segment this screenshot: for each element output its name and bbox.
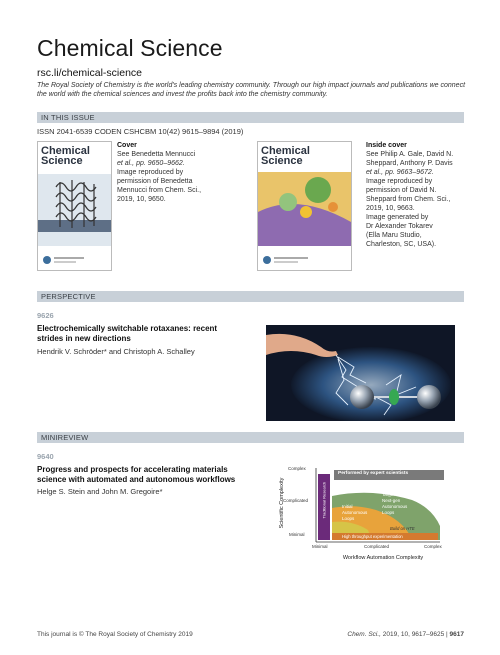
initial-loops-label: [342, 504, 367, 522]
footer-journal: Chem. Sci.,: [347, 631, 381, 638]
title-line: science with automated and autonomous workflows: [37, 475, 236, 484]
footer-page: 9617: [449, 631, 464, 638]
perspective-page-number: 9626: [37, 311, 54, 320]
y-tick-complex: Complex: [288, 466, 306, 471]
build-on-hte-label: Build on HTE: [390, 526, 415, 531]
inside-cover-description: [366, 141, 481, 249]
inside-cover-line: 2019, 10, 9663.: [366, 205, 415, 212]
inside-cover-line: permission of David N.: [366, 187, 437, 194]
x-axis-label: Workflow Automation Complexity: [342, 555, 424, 561]
footer-volume: 2019, 10, 9617–9625 |: [380, 631, 450, 638]
inside-cover-line: Charleston, SC, USA).: [366, 241, 437, 248]
cover-label: Cover: [117, 142, 137, 149]
title-line: strides in new directions: [37, 334, 131, 343]
cover-art: [38, 142, 111, 270]
label-line: Loops: [382, 510, 395, 515]
inside-cover-label: Inside cover: [366, 142, 407, 149]
section-bar-minireview: [37, 432, 464, 443]
inside-cover-line: Sheppard from Chem. Sci.,: [366, 196, 451, 203]
cover-image[interactable]: [37, 141, 112, 271]
section-heading: MINIREVIEW: [41, 433, 89, 442]
perspective-graphic: [266, 325, 455, 421]
diagram-y-axis: [270, 470, 285, 540]
section-bar-in-this-issue: [37, 112, 464, 123]
inside-cover-line: et al., pp. 9663–9672.: [366, 169, 434, 176]
traditional-research-label: [322, 503, 327, 519]
label-line: Loops: [342, 516, 355, 521]
title-line: Electrochemically switchable rotaxanes: recent: [37, 324, 218, 333]
inside-cover-line: Image reproduced by: [366, 178, 433, 185]
cover-line: Mennucci from Chem. Sci.,: [117, 187, 202, 194]
cover-line: See Benedetta Mennucci: [117, 151, 196, 158]
x-tick-minimal: Minimal: [312, 544, 328, 549]
y-tick-complicated: Complicated: [283, 498, 309, 503]
next-gen-label: [382, 492, 407, 516]
x-tick-complex: Complex: [424, 544, 442, 549]
title-line: Progress and prospects for accelerating materials: [37, 465, 228, 474]
footer-citation: [347, 631, 464, 638]
label-line: Autonomous: [342, 510, 368, 515]
footer-copyright: This journal is © The Royal Society of Chemistry 2019: [37, 631, 193, 638]
section-bar-perspective: [37, 291, 464, 302]
y-axis-label: Scientific Complexity: [279, 477, 285, 529]
inside-cover-mini-title: Chemical Science: [261, 145, 310, 167]
cover-description: [117, 141, 222, 204]
minireview-authors: Helge S. Stein and John M. Gregoire*: [37, 487, 163, 496]
inside-cover-line: Dr Alexander Tokarev: [366, 223, 433, 230]
label-line: Autonomous: [382, 504, 408, 509]
inside-cover-line: See Philip A. Gale, David N.: [366, 151, 454, 158]
label-line: Initial: [342, 504, 353, 509]
section-heading: PERSPECTIVE: [41, 292, 96, 301]
cover-line: et al., pp. 9650–9662.: [117, 160, 185, 167]
label-line: Target for: [382, 492, 402, 497]
journal-tagline: The Royal Society of Chemistry is the world's leading chemistry community. Through our high impact journals and publications we connect the world with the chemical sciences and invest the profits back into the chemistry community.: [37, 82, 466, 98]
y-tick-minimal: Minimal: [289, 532, 305, 537]
banner-label: Performed by expert scientists: [338, 471, 409, 476]
x-tick-complicated: Complicated: [364, 544, 390, 549]
minireview-title[interactable]: [37, 465, 267, 485]
minireview-diagram: [272, 460, 457, 572]
cover-line: 2019, 10, 9650.: [117, 196, 166, 203]
perspective-title[interactable]: [37, 324, 237, 344]
inside-cover-line: Image generated by: [366, 214, 429, 221]
section-heading: IN THIS ISSUE: [41, 113, 95, 122]
label-line: Next-gen: [382, 498, 401, 503]
journal-title: Chemical Science: [37, 35, 223, 61]
cover-line: Image reproduced by: [117, 169, 184, 176]
minireview-page-number: 9640: [37, 452, 54, 461]
journal-url[interactable]: rsc.li/chemical-science: [37, 67, 143, 79]
hte-label: High throughput experimentation: [342, 534, 403, 539]
inside-cover-line: (Ella Maru Studio,: [366, 232, 422, 239]
inside-cover-image[interactable]: [257, 141, 352, 271]
inside-cover-art: [258, 142, 351, 270]
perspective-authors: Hendrik V. Schröder* and Christoph A. Schalley: [37, 347, 195, 356]
cover-line: permission of Benedetta: [117, 178, 193, 185]
issn-line: ISSN 2041-6539 CODEN CSHCBM 10(42) 9615–9894 (2019): [37, 127, 244, 136]
inside-cover-line: Sheppard, Anthony P. Davis: [366, 160, 453, 167]
cover-mini-title: Chemical Science: [41, 145, 90, 167]
